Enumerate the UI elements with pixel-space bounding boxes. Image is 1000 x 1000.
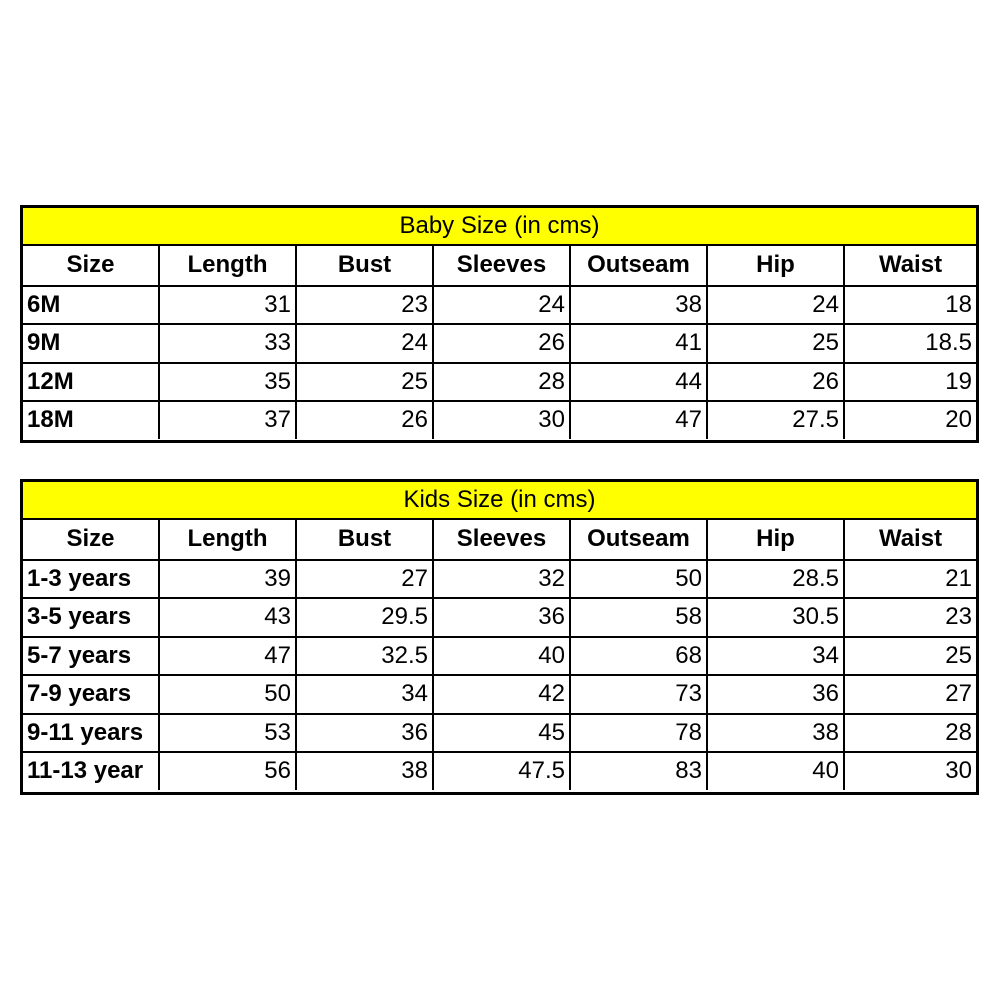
column-header-waist: Waist bbox=[878, 251, 943, 279]
size-label-cell: 12M bbox=[23, 364, 160, 401]
measurement-cell: 36 bbox=[434, 599, 571, 636]
measurement-cell: 33 bbox=[160, 325, 297, 362]
measurement-cell: 28.5 bbox=[708, 561, 845, 598]
measurement-cell: 36 bbox=[708, 676, 845, 713]
column-header-size: Size bbox=[23, 246, 160, 285]
table-row bbox=[23, 636, 976, 675]
table-row bbox=[23, 597, 976, 636]
column-header-waist: Waist bbox=[878, 525, 943, 553]
column-header-sleeves: Sleeves bbox=[434, 246, 571, 285]
measurement-cell: 24 bbox=[297, 325, 434, 362]
measurement-cell: 36 bbox=[297, 715, 434, 752]
measurement-cell: 31 bbox=[160, 287, 297, 324]
measurement-cell: 18 bbox=[945, 290, 972, 318]
measurement-cell: 27 bbox=[945, 680, 972, 708]
measurement-cell: 37 bbox=[160, 402, 297, 439]
measurement-cell: 23 bbox=[297, 287, 434, 324]
measurement-cell: 50 bbox=[160, 676, 297, 713]
column-header-length: Length bbox=[160, 520, 297, 559]
measurement-cell: 26 bbox=[708, 364, 845, 401]
measurement-cell: 18.5 bbox=[925, 329, 972, 357]
measurement-cell: 44 bbox=[571, 364, 708, 401]
column-header-outseam: Outseam bbox=[571, 246, 708, 285]
column-header-sleeves: Sleeves bbox=[434, 520, 571, 559]
table-row bbox=[23, 323, 976, 362]
table-row bbox=[23, 559, 976, 598]
measurement-cell: 38 bbox=[708, 715, 845, 752]
header-row bbox=[23, 246, 976, 285]
measurement-cell: 25 bbox=[708, 325, 845, 362]
measurement-cell: 47 bbox=[571, 402, 708, 439]
measurement-cell: 30.5 bbox=[708, 599, 845, 636]
column-header-bust: Bust bbox=[297, 520, 434, 559]
size-label-cell: 1-3 years bbox=[23, 561, 160, 598]
baby-size-table bbox=[20, 205, 979, 443]
measurement-cell: 21 bbox=[945, 564, 972, 592]
column-header-bust: Bust bbox=[297, 246, 434, 285]
measurement-cell: 27.5 bbox=[708, 402, 845, 439]
table-row bbox=[23, 751, 976, 790]
measurement-cell: 26 bbox=[434, 325, 571, 362]
measurement-cell: 38 bbox=[297, 753, 434, 790]
table-title: Kids Size (in cms) bbox=[23, 482, 976, 520]
size-label-cell: 11-13 year bbox=[23, 753, 160, 790]
measurement-cell: 28 bbox=[945, 718, 972, 746]
measurement-cell: 38 bbox=[571, 287, 708, 324]
table-row bbox=[23, 674, 976, 713]
measurement-cell: 24 bbox=[434, 287, 571, 324]
column-header-hip: Hip bbox=[708, 520, 845, 559]
column-header-length: Length bbox=[160, 246, 297, 285]
measurement-cell: 23 bbox=[945, 603, 972, 631]
measurement-cell: 41 bbox=[571, 325, 708, 362]
measurement-cell: 27 bbox=[297, 561, 434, 598]
measurement-cell: 83 bbox=[571, 753, 708, 790]
measurement-cell: 40 bbox=[708, 753, 845, 790]
size-label-cell: 9M bbox=[23, 325, 160, 362]
measurement-cell: 24 bbox=[708, 287, 845, 324]
table-row bbox=[23, 362, 976, 401]
measurement-cell: 39 bbox=[160, 561, 297, 598]
measurement-cell: 34 bbox=[708, 638, 845, 675]
measurement-cell: 26 bbox=[297, 402, 434, 439]
measurement-cell: 25 bbox=[297, 364, 434, 401]
measurement-cell: 34 bbox=[297, 676, 434, 713]
size-label-cell: 5-7 years bbox=[23, 638, 160, 675]
header-row bbox=[23, 520, 976, 559]
measurement-cell: 40 bbox=[434, 638, 571, 675]
measurement-cell: 68 bbox=[571, 638, 708, 675]
table-title: Baby Size (in cms) bbox=[23, 208, 976, 246]
measurement-cell: 73 bbox=[571, 676, 708, 713]
measurement-cell: 56 bbox=[160, 753, 297, 790]
measurement-cell: 28 bbox=[434, 364, 571, 401]
measurement-cell: 42 bbox=[434, 676, 571, 713]
size-label-cell: 9-11 years bbox=[23, 715, 160, 752]
column-header-hip: Hip bbox=[708, 246, 845, 285]
measurement-cell: 30 bbox=[945, 757, 972, 785]
measurement-cell: 47.5 bbox=[434, 753, 571, 790]
table-row bbox=[23, 400, 976, 439]
size-label-cell: 7-9 years bbox=[23, 676, 160, 713]
measurement-cell: 30 bbox=[434, 402, 571, 439]
measurement-cell: 43 bbox=[160, 599, 297, 636]
measurement-cell: 47 bbox=[160, 638, 297, 675]
column-header-size: Size bbox=[23, 520, 160, 559]
measurement-cell: 35 bbox=[160, 364, 297, 401]
measurement-cell: 25 bbox=[945, 641, 972, 669]
measurement-cell: 19 bbox=[945, 367, 972, 395]
kids-size-table bbox=[20, 479, 979, 795]
size-label-cell: 6M bbox=[23, 287, 160, 324]
measurement-cell: 45 bbox=[434, 715, 571, 752]
column-header-outseam: Outseam bbox=[571, 520, 708, 559]
table-row bbox=[23, 713, 976, 752]
table-row bbox=[23, 285, 976, 324]
measurement-cell: 20 bbox=[945, 406, 972, 434]
measurement-cell: 29.5 bbox=[297, 599, 434, 636]
measurement-cell: 50 bbox=[571, 561, 708, 598]
measurement-cell: 53 bbox=[160, 715, 297, 752]
size-label-cell: 18M bbox=[23, 402, 160, 439]
size-label-cell: 3-5 years bbox=[23, 599, 160, 636]
measurement-cell: 32 bbox=[434, 561, 571, 598]
measurement-cell: 58 bbox=[571, 599, 708, 636]
measurement-cell: 78 bbox=[571, 715, 708, 752]
measurement-cell: 32.5 bbox=[297, 638, 434, 675]
